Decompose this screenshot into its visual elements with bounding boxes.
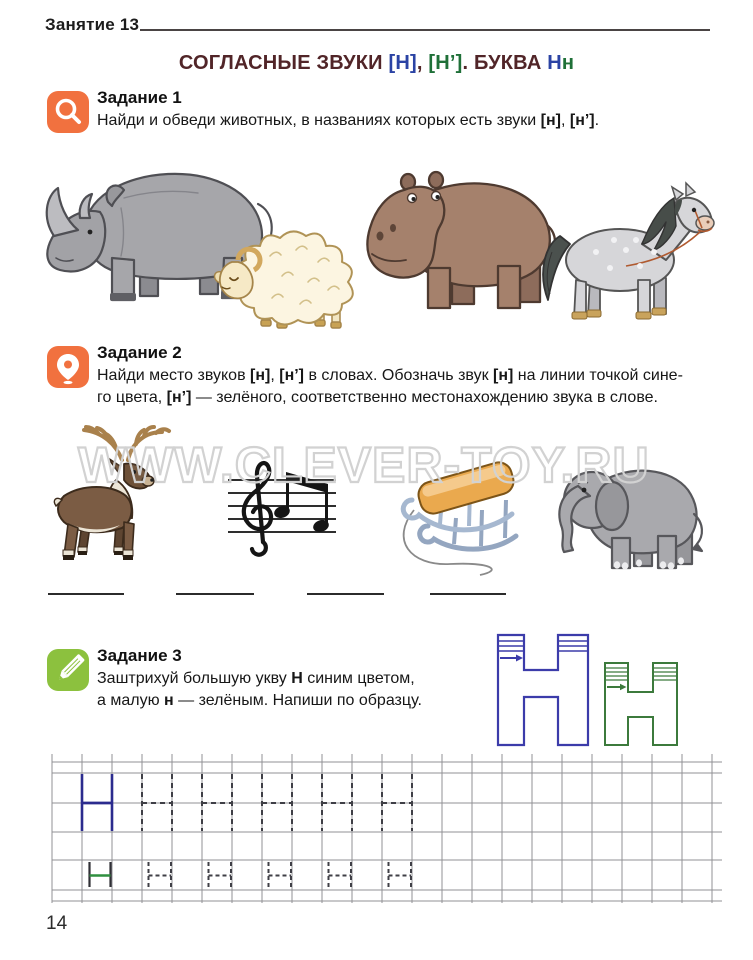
sled-rope xyxy=(404,510,492,575)
page-title: СОГЛАСНЫЕ ЗВУКИ [Н], [Н’]. БУКВА Нн xyxy=(178,52,575,74)
lesson-label: Занятие 13 xyxy=(45,15,140,34)
task1-instruction: Найди и обведи животных, в названиях которых есть звуки [н], [н’]. xyxy=(97,112,600,129)
horse-image[interactable] xyxy=(526,180,722,325)
task2-instruction-line1: Найди место звуков [н], [н’] в словах. Обозначь звук [н] на линии точкой сине- xyxy=(97,367,683,384)
page-number: 14 xyxy=(46,913,68,934)
watermark: WWW.CLEVER-TOY.RU xyxy=(78,437,650,493)
sheep-image[interactable] xyxy=(212,220,372,335)
task3-instruction-line2: а малую н — зелёным. Напиши по образцу. xyxy=(97,692,422,709)
task2-heading: Задание 2 xyxy=(97,343,182,362)
task3-heading: Задание 3 xyxy=(97,646,182,665)
task1-heading: Задание 1 xyxy=(97,88,182,107)
task2-instruction-line2: го цвета, [н’] — зелёного, соответственно местонахождению звука в слове. xyxy=(97,389,658,406)
task3-instruction-line1: Заштрихуй большую укву Н синим цветом, xyxy=(97,670,415,687)
